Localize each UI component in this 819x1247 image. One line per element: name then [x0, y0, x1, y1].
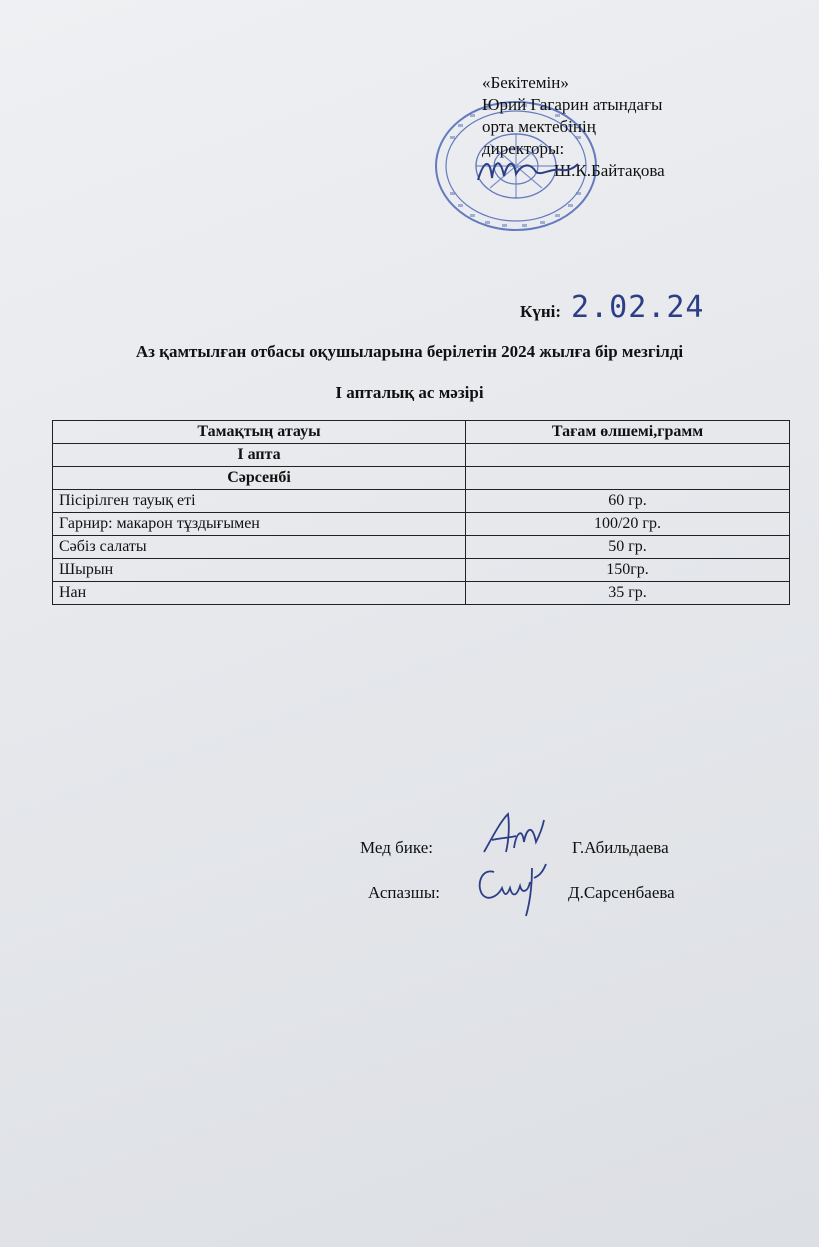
document-title: Аз қамтылған отбасы оқушыларына берілетін 2024 жылға бір мезгілді	[135, 342, 684, 361]
dish-name: Нан	[53, 582, 466, 605]
empty-cell	[466, 467, 790, 490]
column-header-name: Тамақтың атауы	[53, 421, 466, 444]
week-label: I апта	[53, 444, 466, 467]
dish-name: Шырын	[53, 559, 466, 582]
nurse-name: Г.Абильдаева	[572, 838, 669, 857]
dish-name: Сәбіз салаты	[53, 536, 466, 559]
cook-name: Д.Сарсенбаева	[568, 883, 675, 902]
cook-label: Аспазшы:	[368, 883, 440, 902]
nurse-label: Мед бике:	[360, 838, 433, 857]
director-label: директоры:	[482, 139, 565, 158]
dish-portion: 60 гр.	[466, 490, 790, 513]
school-type-line: орта мектебінің	[482, 117, 596, 136]
dish-name: Гарнир: макарон тұздығымен	[53, 513, 466, 536]
empty-cell	[466, 444, 790, 467]
dish-portion: 150гр.	[466, 559, 790, 582]
nurse-signature-icon	[478, 808, 548, 860]
table-row	[53, 513, 790, 536]
table-row	[53, 582, 790, 605]
table-row	[53, 490, 790, 513]
dish-name: Пісірілген тауық еті	[53, 490, 466, 513]
cook-signature-icon	[474, 858, 556, 918]
day-label: Сәрсенбі	[53, 467, 466, 490]
director-signature-icon	[470, 150, 580, 190]
date-line	[520, 290, 704, 325]
menu-table	[52, 420, 790, 605]
date-label: Күні:	[520, 302, 562, 321]
table-header-row	[53, 421, 790, 444]
column-header-portion: Тағам өлшемі,грамм	[466, 421, 790, 444]
school-name-line: Юрий Гагарин атындағы	[482, 95, 663, 114]
day-row	[53, 467, 790, 490]
dish-portion: 100/20 гр.	[466, 513, 790, 536]
week-row	[53, 444, 790, 467]
document-subtitle: I апталық ас мәзірі	[335, 383, 484, 402]
director-name: Ш.К.Байтақова	[554, 161, 665, 180]
approval-heading: «Бекітемін»	[482, 73, 569, 92]
dish-portion: 35 гр.	[466, 582, 790, 605]
table-row	[53, 559, 790, 582]
table-row	[53, 536, 790, 559]
dish-portion: 50 гр.	[466, 536, 790, 559]
date-value: 2.02.24	[571, 290, 705, 325]
